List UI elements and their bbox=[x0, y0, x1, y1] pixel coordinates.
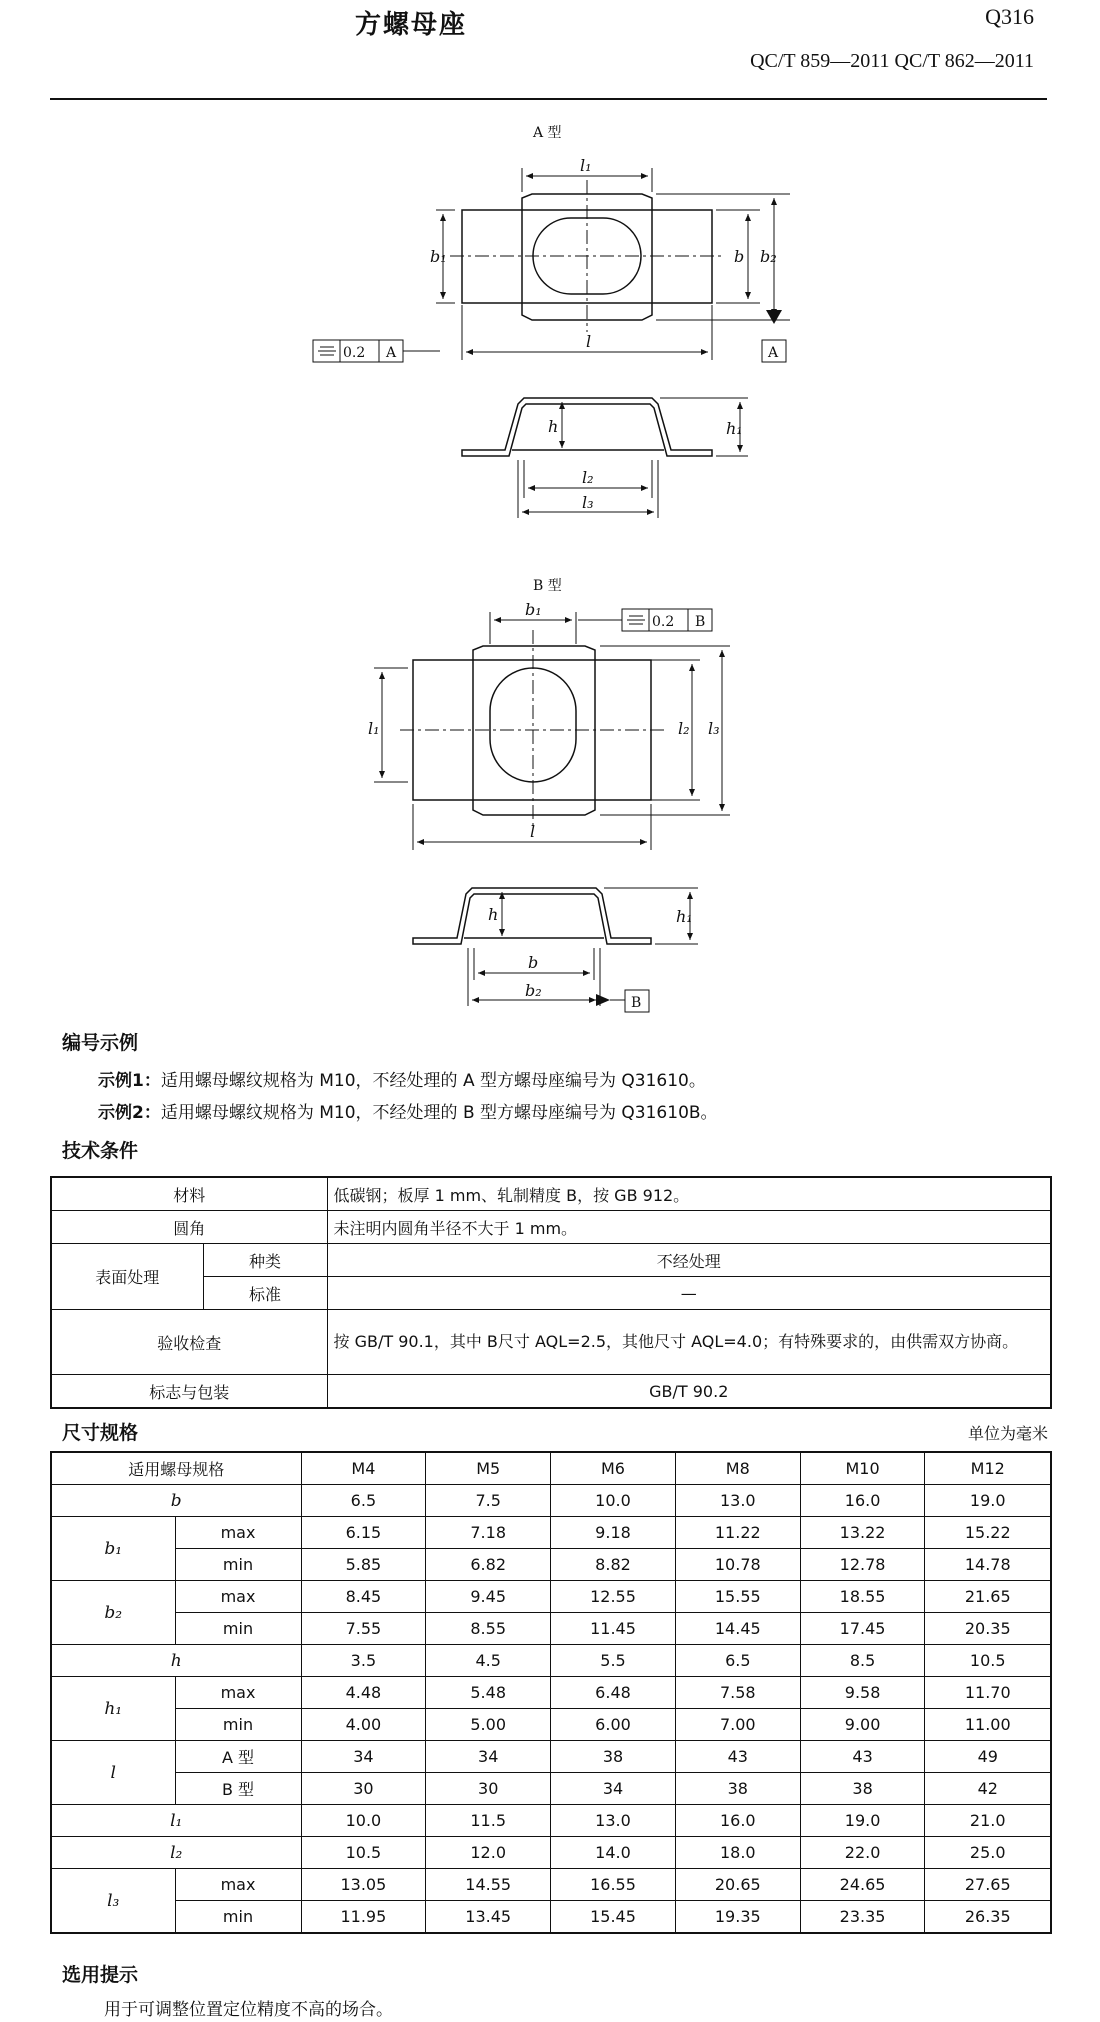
size-header: M6 bbox=[551, 1452, 676, 1485]
dimension-value: 8.82 bbox=[551, 1549, 676, 1581]
dimension-value: 11.00 bbox=[925, 1709, 1051, 1741]
dimension-value: 6.15 bbox=[301, 1517, 426, 1549]
table-row bbox=[51, 1869, 1051, 1901]
dimension-value: 5.48 bbox=[426, 1677, 551, 1709]
dimension-qualifier: min bbox=[175, 1549, 301, 1581]
tech-heading: 技术条件 bbox=[62, 1140, 139, 1162]
dimension-symbol: h bbox=[51, 1645, 301, 1677]
dimension-value: 8.5 bbox=[800, 1645, 925, 1677]
dimension-table bbox=[50, 1451, 1052, 1934]
dimension-value: 8.55 bbox=[426, 1613, 551, 1645]
type-a-dimensions bbox=[430, 156, 790, 360]
dimension-qualifier: max bbox=[175, 1517, 301, 1549]
dimension-value: 14.0 bbox=[551, 1837, 676, 1869]
type-a-tolerance-frame bbox=[313, 340, 786, 362]
type-a-label: A 型 bbox=[533, 125, 562, 141]
type-b-side-dimensions bbox=[468, 888, 698, 1012]
dimension-value: 49 bbox=[925, 1741, 1051, 1773]
dimension-value: 12.78 bbox=[800, 1549, 925, 1581]
dimension-value: 10.5 bbox=[925, 1645, 1051, 1677]
type-b-dimensions bbox=[368, 600, 730, 850]
dim-l-b: l bbox=[530, 822, 536, 841]
table-row bbox=[51, 1485, 1051, 1517]
dim-l: l bbox=[586, 332, 592, 351]
tol-ref-a: A bbox=[386, 345, 397, 361]
dimension-value: 26.35 bbox=[925, 1901, 1051, 1934]
type-a-top-view bbox=[450, 180, 724, 332]
dimension-value: 24.65 bbox=[800, 1869, 925, 1901]
table-row bbox=[51, 1901, 1051, 1934]
table-row bbox=[51, 1645, 1051, 1677]
dimension-value: 18.0 bbox=[675, 1837, 800, 1869]
dimension-symbol: l₂ bbox=[51, 1837, 301, 1869]
dim-b-b: b bbox=[528, 953, 539, 972]
dimension-value: 15.22 bbox=[925, 1517, 1051, 1549]
dimension-value: 7.5 bbox=[426, 1485, 551, 1517]
dimension-value: 7.58 bbox=[675, 1677, 800, 1709]
dimension-value: 17.45 bbox=[800, 1613, 925, 1645]
table-row bbox=[51, 1310, 1051, 1375]
radius-value: 未注明内圆角半径不大于 1 mm。 bbox=[327, 1211, 1051, 1244]
type-a-side-view bbox=[462, 398, 712, 456]
table-row bbox=[51, 1677, 1051, 1709]
dimension-symbol: l₁ bbox=[51, 1805, 301, 1837]
dimension-symbol: b bbox=[51, 1485, 301, 1517]
material-value: 低碳钢；板厚 1 mm、轧制精度 B，按 GB 912。 bbox=[327, 1177, 1051, 1211]
dimension-value: 20.35 bbox=[925, 1613, 1051, 1645]
dim-l3-b: l₃ bbox=[708, 719, 720, 738]
page-title: 方螺母座 bbox=[355, 10, 468, 40]
dim-h: h bbox=[548, 417, 559, 436]
dim-b1-b: b₁ bbox=[525, 600, 542, 619]
tol-value-a: 0.2 bbox=[343, 345, 366, 361]
dimension-value: 8.45 bbox=[301, 1581, 426, 1613]
dimension-value: 9.18 bbox=[551, 1517, 676, 1549]
table-row bbox=[51, 1709, 1051, 1741]
size-header: M4 bbox=[301, 1452, 426, 1485]
dim-b2-b: b₂ bbox=[525, 981, 542, 1000]
dimension-value: 34 bbox=[426, 1741, 551, 1773]
unit-note: 单位为毫米 bbox=[967, 1424, 1048, 1443]
datum-a: A bbox=[768, 345, 779, 361]
dim-l2-b: l₂ bbox=[678, 719, 690, 738]
radius-label: 圆角 bbox=[51, 1211, 327, 1244]
dimension-value: 34 bbox=[301, 1741, 426, 1773]
dimension-value: 11.45 bbox=[551, 1613, 676, 1645]
dimension-value: 16.0 bbox=[800, 1485, 925, 1517]
dimension-value: 43 bbox=[800, 1741, 925, 1773]
dimension-qualifier: max bbox=[175, 1677, 301, 1709]
size-header: M10 bbox=[800, 1452, 925, 1485]
numbering-heading: 编号示例 bbox=[62, 1032, 139, 1054]
dimension-value: 13.45 bbox=[426, 1901, 551, 1934]
dimension-value: 16.55 bbox=[551, 1869, 676, 1901]
dimension-value: 6.5 bbox=[675, 1645, 800, 1677]
dim-h1-b: h₁ bbox=[676, 907, 693, 926]
table-row bbox=[51, 1549, 1051, 1581]
size-header: M8 bbox=[675, 1452, 800, 1485]
part-code: Q316 bbox=[985, 4, 1034, 29]
dimension-value: 4.48 bbox=[301, 1677, 426, 1709]
dimension-value: 19.35 bbox=[675, 1901, 800, 1934]
dimension-value: 18.55 bbox=[800, 1581, 925, 1613]
dimension-symbol: l bbox=[51, 1741, 175, 1805]
selection-heading: 选用提示 bbox=[62, 1964, 139, 1986]
dim-l1: l₁ bbox=[580, 156, 592, 175]
dimension-qualifier: B 型 bbox=[175, 1773, 301, 1805]
dimension-value: 14.55 bbox=[426, 1869, 551, 1901]
dimension-value: 11.70 bbox=[925, 1677, 1051, 1709]
header-label: 适用螺母规格 bbox=[51, 1452, 301, 1485]
dim-l2: l₂ bbox=[582, 468, 594, 487]
table-row bbox=[51, 1741, 1051, 1773]
dim-b1: b₁ bbox=[430, 247, 447, 266]
example-2 bbox=[98, 1098, 718, 1123]
dimension-value: 22.0 bbox=[800, 1837, 925, 1869]
dimension-value: 21.0 bbox=[925, 1805, 1051, 1837]
table-row bbox=[51, 1773, 1051, 1805]
size-header: M12 bbox=[925, 1452, 1051, 1485]
table-row bbox=[51, 1837, 1051, 1869]
table-row bbox=[51, 1805, 1051, 1837]
dims-heading: 尺寸规格 bbox=[62, 1422, 139, 1444]
table-header-row bbox=[51, 1452, 1051, 1485]
dimension-value: 6.00 bbox=[551, 1709, 676, 1741]
dimension-value: 7.55 bbox=[301, 1613, 426, 1645]
dimension-value: 13.05 bbox=[301, 1869, 426, 1901]
example-2-text: 适用螺母螺纹规格为 M10，不经处理的 B 型方螺母座编号为 Q31610B。 bbox=[160, 1103, 718, 1123]
type-b-side-view bbox=[413, 888, 651, 944]
standard-numbers: QC/T 859—2011 QC/T 862—2011 bbox=[750, 50, 1034, 72]
type-a-side-dimensions bbox=[518, 398, 748, 518]
technical-drawings bbox=[0, 110, 1100, 1020]
dim-l1-b: l₁ bbox=[368, 719, 380, 738]
dimension-value: 6.5 bbox=[301, 1485, 426, 1517]
dimension-symbol: b₂ bbox=[51, 1581, 175, 1645]
dimension-value: 13.22 bbox=[800, 1517, 925, 1549]
dimension-value: 14.78 bbox=[925, 1549, 1051, 1581]
dimension-value: 19.0 bbox=[800, 1805, 925, 1837]
std-label: 标准 bbox=[203, 1277, 327, 1310]
selection-text: 用于可调整位置定位精度不高的场合。 bbox=[104, 2000, 393, 2020]
table-row bbox=[51, 1613, 1051, 1645]
type-b-label: B 型 bbox=[533, 578, 562, 594]
table-row bbox=[51, 1517, 1051, 1549]
dimension-value: 23.35 bbox=[800, 1901, 925, 1934]
tol-value-b: 0.2 bbox=[652, 614, 675, 630]
table-row bbox=[51, 1244, 1051, 1277]
mark-label: 标志与包装 bbox=[51, 1375, 327, 1409]
dimension-value: 12.0 bbox=[426, 1837, 551, 1869]
dimension-value: 9.00 bbox=[800, 1709, 925, 1741]
dimension-value: 15.45 bbox=[551, 1901, 676, 1934]
dim-b2: b₂ bbox=[760, 247, 777, 266]
dimension-value: 34 bbox=[551, 1773, 676, 1805]
dimension-value: 7.18 bbox=[426, 1517, 551, 1549]
dimension-qualifier: min bbox=[175, 1613, 301, 1645]
surface-label: 表面处理 bbox=[51, 1244, 203, 1310]
dimension-qualifier: A 型 bbox=[175, 1741, 301, 1773]
dimension-qualifier: max bbox=[175, 1869, 301, 1901]
dimension-value: 13.0 bbox=[551, 1805, 676, 1837]
example-2-label: 示例2： bbox=[98, 1103, 161, 1123]
dim-b: b bbox=[734, 247, 745, 266]
dimension-value: 30 bbox=[426, 1773, 551, 1805]
dimension-value: 5.5 bbox=[551, 1645, 676, 1677]
dimension-symbol: b₁ bbox=[51, 1517, 175, 1581]
dimension-value: 21.65 bbox=[925, 1581, 1051, 1613]
dimension-value: 27.65 bbox=[925, 1869, 1051, 1901]
dim-l3: l₃ bbox=[582, 493, 594, 512]
dimension-value: 11.5 bbox=[426, 1805, 551, 1837]
tech-conditions-table bbox=[50, 1176, 1052, 1409]
dimension-value: 14.45 bbox=[675, 1613, 800, 1645]
dimension-value: 6.82 bbox=[426, 1549, 551, 1581]
header-rule bbox=[50, 98, 1047, 100]
mark-value: GB/T 90.2 bbox=[327, 1375, 1051, 1409]
dim-h1: h₁ bbox=[726, 419, 743, 438]
dimension-value: 20.65 bbox=[675, 1869, 800, 1901]
dimension-value: 10.0 bbox=[301, 1805, 426, 1837]
size-header: M5 bbox=[426, 1452, 551, 1485]
example-1-text: 适用螺母螺纹规格为 M10，不经处理的 A 型方螺母座编号为 Q31610。 bbox=[160, 1071, 706, 1091]
dimension-value: 11.22 bbox=[675, 1517, 800, 1549]
table-row bbox=[51, 1375, 1051, 1409]
kind-label: 种类 bbox=[203, 1244, 327, 1277]
table-row bbox=[51, 1581, 1051, 1613]
dimension-qualifier: min bbox=[175, 1709, 301, 1741]
dimension-value: 13.0 bbox=[675, 1485, 800, 1517]
dimension-value: 38 bbox=[800, 1773, 925, 1805]
inspect-value: 按 GB/T 90.1，其中 B尺寸 AQL=2.5，其他尺寸 AQL=4.0；有特殊要求的，由供需双方协商。 bbox=[327, 1310, 1051, 1375]
dimension-value: 15.55 bbox=[675, 1581, 800, 1613]
dimension-value: 5.85 bbox=[301, 1549, 426, 1581]
dimension-value: 42 bbox=[925, 1773, 1051, 1805]
dimension-value: 16.0 bbox=[675, 1805, 800, 1837]
dimension-value: 38 bbox=[675, 1773, 800, 1805]
datum-b: B bbox=[631, 995, 642, 1011]
dimension-value: 10.78 bbox=[675, 1549, 800, 1581]
dimension-qualifier: max bbox=[175, 1581, 301, 1613]
dimension-symbol: l₃ bbox=[51, 1869, 175, 1934]
dimension-value: 11.95 bbox=[301, 1901, 426, 1934]
dimension-symbol: h₁ bbox=[51, 1677, 175, 1741]
kind-value: 不经处理 bbox=[327, 1244, 1051, 1277]
dimension-value: 43 bbox=[675, 1741, 800, 1773]
material-label: 材料 bbox=[51, 1177, 327, 1211]
dimension-value: 4.5 bbox=[426, 1645, 551, 1677]
type-b-tolerance-frame bbox=[578, 609, 712, 631]
dimension-value: 4.00 bbox=[301, 1709, 426, 1741]
dimension-value: 9.58 bbox=[800, 1677, 925, 1709]
dimension-qualifier: min bbox=[175, 1901, 301, 1934]
dimension-value: 30 bbox=[301, 1773, 426, 1805]
std-value: — bbox=[327, 1277, 1051, 1310]
tol-ref-b: B bbox=[695, 614, 706, 630]
dimension-value: 25.0 bbox=[925, 1837, 1051, 1869]
table-row bbox=[51, 1211, 1051, 1244]
dimension-value: 10.5 bbox=[301, 1837, 426, 1869]
dimension-value: 19.0 bbox=[925, 1485, 1051, 1517]
dim-h-b: h bbox=[488, 905, 499, 924]
dimension-value: 3.5 bbox=[301, 1645, 426, 1677]
dimension-value: 5.00 bbox=[426, 1709, 551, 1741]
example-1-label: 示例1： bbox=[98, 1071, 161, 1091]
dimension-value: 9.45 bbox=[426, 1581, 551, 1613]
dimension-value: 10.0 bbox=[551, 1485, 676, 1517]
dimension-value: 38 bbox=[551, 1741, 676, 1773]
inspect-label: 验收检查 bbox=[51, 1310, 327, 1375]
dimension-value: 6.48 bbox=[551, 1677, 676, 1709]
dimension-value: 12.55 bbox=[551, 1581, 676, 1613]
dimension-value: 7.00 bbox=[675, 1709, 800, 1741]
example-1 bbox=[98, 1066, 706, 1091]
table-row bbox=[51, 1177, 1051, 1211]
